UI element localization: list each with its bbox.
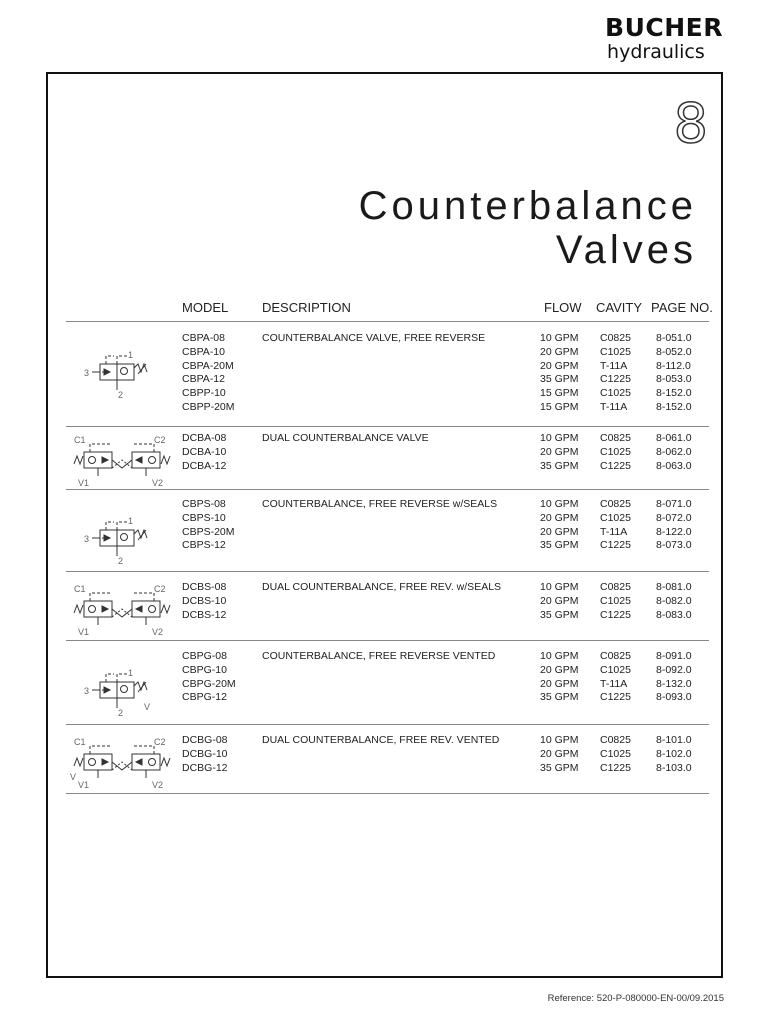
page-number: 8-072.0: [656, 511, 692, 524]
product-description: COUNTERBALANCE VALVE, FREE REVERSE: [262, 332, 486, 344]
group-rule: [66, 426, 709, 427]
model-number: DCBS-08: [182, 581, 227, 593]
valve-symbol-icon: [82, 340, 162, 402]
port-label: 2: [118, 390, 124, 400]
model-number: DCBA-10: [182, 445, 227, 458]
cavity-code: C1025: [600, 594, 631, 607]
model-number: CBPG-10: [182, 663, 227, 676]
cavity-code: T-11A: [600, 677, 628, 690]
chapter-number: 8: [673, 92, 708, 155]
flow-value-column: [540, 498, 579, 553]
page-frame: [46, 72, 723, 978]
flow-value: 20 GPM: [540, 594, 579, 607]
flow-value: 10 GPM: [540, 581, 579, 593]
model-number: CBPA-08: [182, 332, 225, 344]
header-model: MODEL: [182, 300, 229, 315]
port-label: 3: [84, 686, 90, 696]
cavity-code-column: [600, 734, 631, 775]
page-number: 8-112.0: [656, 359, 691, 372]
model-number: DCBG-10: [182, 747, 228, 760]
cavity-code: C1225: [600, 691, 631, 704]
group-rule: [66, 489, 709, 490]
model-number-column: [182, 581, 226, 622]
flow-value: 10 GPM: [540, 498, 579, 510]
model-number: CBPA-20M: [182, 359, 234, 372]
flow-value: 35 GPM: [540, 608, 579, 621]
port-label: 2: [118, 556, 124, 566]
product-description: COUNTERBALANCE, FREE REVERSE w/SEALS: [262, 498, 498, 510]
page-number: 8-103.0: [656, 761, 692, 774]
flow-value-column: [540, 332, 579, 415]
cavity-code: C0825: [600, 734, 631, 746]
product-group: [48, 332, 721, 422]
page-number-column: [656, 650, 692, 705]
page-number: 8-091.0: [656, 650, 692, 662]
model-number: CBPG-12: [182, 691, 227, 704]
model-number: CBPP-10: [182, 387, 226, 400]
title-line-2: Valves: [555, 228, 697, 272]
dual-valve-symbol-icon: [70, 583, 174, 639]
cavity-code-column: [600, 498, 631, 553]
model-number: CBPG-08: [182, 650, 227, 662]
model-number: DCBG-08: [182, 734, 228, 746]
flow-value: 10 GPM: [540, 734, 579, 746]
flow-value-column: [540, 432, 579, 473]
cavity-code: C0825: [600, 650, 631, 662]
flow-value: 15 GPM: [540, 387, 579, 400]
model-number-column: [182, 432, 226, 473]
flow-value: 20 GPM: [540, 677, 579, 690]
brand-logo: [605, 14, 723, 62]
flow-value: 10 GPM: [540, 332, 579, 344]
flow-value-column: [540, 581, 579, 622]
group-rule: [66, 571, 709, 572]
page-number: 8-082.0: [656, 594, 692, 607]
cavity-code: C1225: [600, 539, 631, 552]
reference-note: Reference: 520-P-080000-EN-00/09.2015: [547, 993, 724, 1004]
page-number: 8-102.0: [656, 747, 692, 760]
valve-symbol-icon: [82, 506, 162, 568]
flow-value: 20 GPM: [540, 345, 579, 358]
page-number: 8-081.0: [656, 581, 692, 593]
port-label: V1: [78, 780, 90, 790]
header-description: DESCRIPTION: [262, 300, 351, 315]
port-label: V2: [152, 478, 164, 488]
cavity-code-column: [600, 332, 631, 415]
product-description: COUNTERBALANCE, FREE REVERSE VENTED: [262, 650, 496, 662]
port-label: V2: [152, 627, 164, 637]
cavity-code: C0825: [600, 332, 631, 344]
page-number: 8-071.0: [656, 498, 692, 510]
port-label: 3: [84, 368, 90, 378]
page-number: 8-073.0: [656, 539, 692, 552]
cavity-code: C0825: [600, 581, 631, 593]
port-label: C1: [74, 435, 86, 445]
model-number: CBPP-20M: [182, 400, 235, 413]
cavity-code: C0825: [600, 498, 631, 510]
model-number: DCBG-12: [182, 761, 228, 774]
port-label: 1: [128, 350, 134, 360]
model-number: DCBS-12: [182, 608, 227, 621]
product-description: DUAL COUNTERBALANCE, FREE REV. VENTED: [262, 734, 500, 746]
group-rule: [66, 793, 709, 794]
port-label: 2: [118, 708, 124, 718]
product-description: DUAL COUNTERBALANCE VALVE: [262, 432, 429, 444]
valve-symbol-icon: [82, 658, 162, 720]
model-number-column: [182, 498, 235, 553]
header-flow: FLOW: [544, 300, 582, 315]
flow-value: 20 GPM: [540, 445, 579, 458]
flow-value: 10 GPM: [540, 650, 579, 662]
port-label: V1: [78, 627, 90, 637]
group-rule: [66, 640, 709, 641]
page-number: 8-053.0: [656, 373, 692, 386]
page-number: 8-152.0: [656, 387, 692, 400]
model-number: CBPS-08: [182, 498, 226, 510]
header-cavity: CAVITY: [596, 300, 642, 315]
group-rule: [66, 724, 709, 725]
cavity-code: T-11A: [600, 525, 628, 538]
page-number: 8-132.0: [656, 677, 692, 690]
header-page: PAGE NO.: [651, 300, 713, 315]
flow-value: 20 GPM: [540, 359, 579, 372]
port-label: C2: [154, 737, 166, 747]
cavity-code: C1025: [600, 747, 631, 760]
port-label: 1: [128, 668, 134, 678]
flow-value: 15 GPM: [540, 400, 579, 413]
flow-value: 35 GPM: [540, 539, 579, 552]
model-number-column: [182, 650, 236, 705]
cavity-code: C1025: [600, 387, 631, 400]
brand-sub: hydraulics: [607, 41, 705, 63]
flow-value: 35 GPM: [540, 459, 579, 472]
port-label: 3: [84, 534, 90, 544]
flow-value: 20 GPM: [540, 663, 579, 676]
page-number: 8-051.0: [656, 332, 692, 344]
cavity-code: C1225: [600, 761, 631, 774]
page-number: 8-092.0: [656, 663, 692, 676]
port-label: V2: [152, 780, 164, 790]
dual-valve-symbol-icon: [70, 736, 174, 792]
port-label: 1: [128, 516, 134, 526]
page-number: 8-122.0: [656, 525, 692, 538]
model-number: CBPS-12: [182, 539, 226, 552]
page-number-column: [656, 734, 692, 775]
page-number: 8-061.0: [656, 432, 692, 444]
port-label: C2: [154, 435, 166, 445]
cavity-code: C1025: [600, 663, 631, 676]
model-number: DCBA-12: [182, 459, 227, 472]
model-number: CBPA-10: [182, 345, 225, 358]
page-number: 8-101.0: [656, 734, 692, 746]
page-title: [359, 184, 697, 272]
title-line-1: Counterbalance: [358, 184, 697, 228]
page-number: 8-063.0: [656, 459, 692, 472]
product-description: DUAL COUNTERBALANCE, FREE REV. w/SEALS: [262, 581, 502, 593]
page-number: 8-152.0: [656, 400, 692, 413]
page-number-column: [656, 432, 692, 473]
page-number: 8-052.0: [656, 345, 692, 358]
flow-value: 10 GPM: [540, 432, 579, 444]
model-number: CBPS-10: [182, 511, 226, 524]
flow-value-column: [540, 734, 579, 775]
cavity-code-column: [600, 432, 631, 473]
cavity-code: C1225: [600, 373, 631, 386]
port-label: C1: [74, 584, 86, 594]
flow-value-column: [540, 650, 579, 705]
cavity-code-column: [600, 650, 631, 705]
page-number: 8-093.0: [656, 691, 692, 704]
page-number-column: [656, 332, 692, 415]
cavity-code: C1025: [600, 345, 631, 358]
page-number: 8-062.0: [656, 445, 692, 458]
port-label: V1: [78, 478, 90, 488]
cavity-code-column: [600, 581, 631, 622]
dual-valve-symbol-icon: [70, 434, 174, 490]
product-group: [48, 650, 721, 740]
port-label: C1: [74, 737, 86, 747]
model-number: CBPA-12: [182, 373, 225, 386]
flow-value: 20 GPM: [540, 511, 579, 524]
model-number-column: [182, 332, 235, 415]
cavity-code: T-11A: [600, 400, 628, 413]
cavity-code: C1225: [600, 608, 631, 621]
flow-value: 35 GPM: [540, 761, 579, 774]
cavity-code: C0825: [600, 432, 631, 444]
page-number-column: [656, 498, 692, 553]
product-group: [48, 734, 721, 824]
brand-name: BUCHER: [605, 13, 723, 42]
flow-value: 35 GPM: [540, 373, 579, 386]
model-number-column: [182, 734, 228, 775]
cavity-code: C1025: [600, 445, 631, 458]
page-number: 8-083.0: [656, 608, 692, 621]
model-number: DCBA-08: [182, 432, 227, 444]
port-label: V: [70, 772, 77, 782]
flow-value: 35 GPM: [540, 691, 579, 704]
port-label: V: [144, 702, 151, 712]
model-number: DCBS-10: [182, 594, 227, 607]
model-number: CBPG-20M: [182, 677, 236, 690]
header-rule: [66, 321, 709, 322]
page-number-column: [656, 581, 692, 622]
product-group: [48, 498, 721, 588]
port-label: C2: [154, 584, 166, 594]
flow-value: 20 GPM: [540, 525, 579, 538]
cavity-code: T-11A: [600, 359, 628, 372]
cavity-code: C1025: [600, 511, 631, 524]
flow-value: 20 GPM: [540, 747, 579, 760]
cavity-code: C1225: [600, 459, 631, 472]
model-number: CBPS-20M: [182, 525, 235, 538]
